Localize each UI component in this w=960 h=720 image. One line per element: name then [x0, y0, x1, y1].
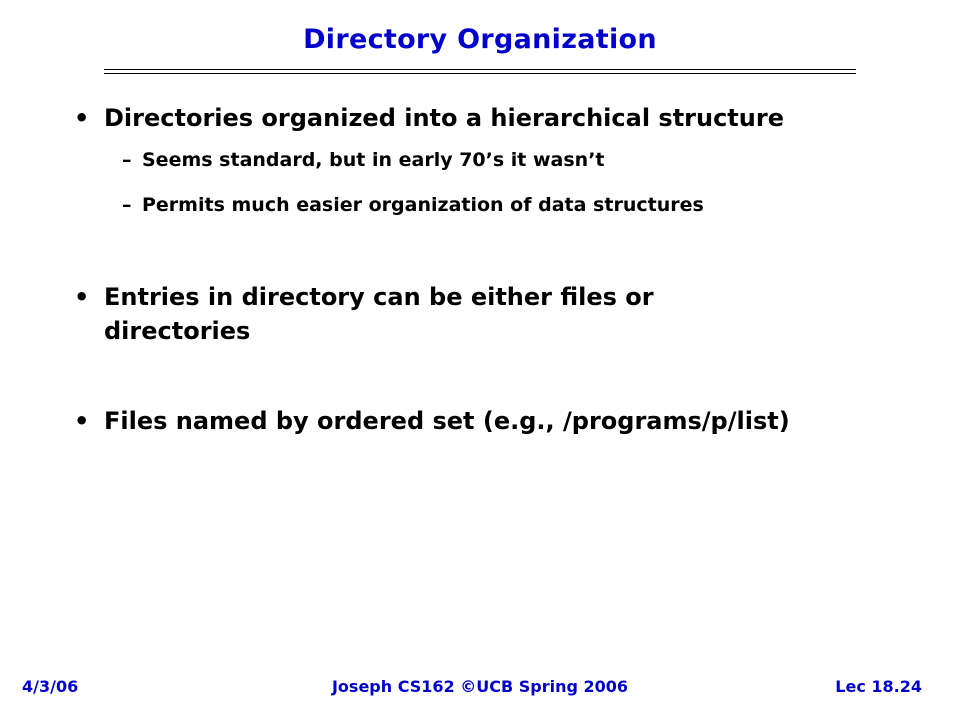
bullet-marker: •: [74, 104, 90, 132]
sub-marker: –: [122, 149, 132, 171]
sub-text: Permits much easier organization of data structures: [142, 194, 704, 216]
bullet-marker: •: [74, 407, 90, 435]
sub-text: Seems standard, but in early 70’s it wasn’t: [142, 149, 605, 171]
bullet-text: Directories organized into a hierarchical structure: [104, 104, 784, 132]
bullet-item-1: [74, 101, 784, 135]
footer-lecture-number: Lec 18.24: [835, 677, 922, 696]
bullet-marker: •: [74, 283, 90, 311]
bullet-text-line-2: directories: [104, 317, 251, 345]
footer-course: Joseph CS162 ©UCB Spring 2006: [331, 677, 629, 696]
bullet-item-2: [74, 280, 654, 348]
bullet-text-line-1: Entries in directory can be either files or: [104, 283, 654, 311]
bullet-item-3: [74, 404, 790, 438]
sub-marker: –: [122, 194, 132, 216]
bullet-text: Files named by ordered set (e.g., /programs/p/list): [104, 407, 790, 435]
sub-item-1-2: [122, 191, 704, 219]
footer-date: 4/3/06: [22, 677, 79, 696]
title-underline-top: [104, 69, 856, 70]
sub-item-1-1: [122, 146, 605, 174]
slide-title: Directory Organization: [303, 24, 657, 55]
title-underline-bottom: [104, 73, 856, 74]
